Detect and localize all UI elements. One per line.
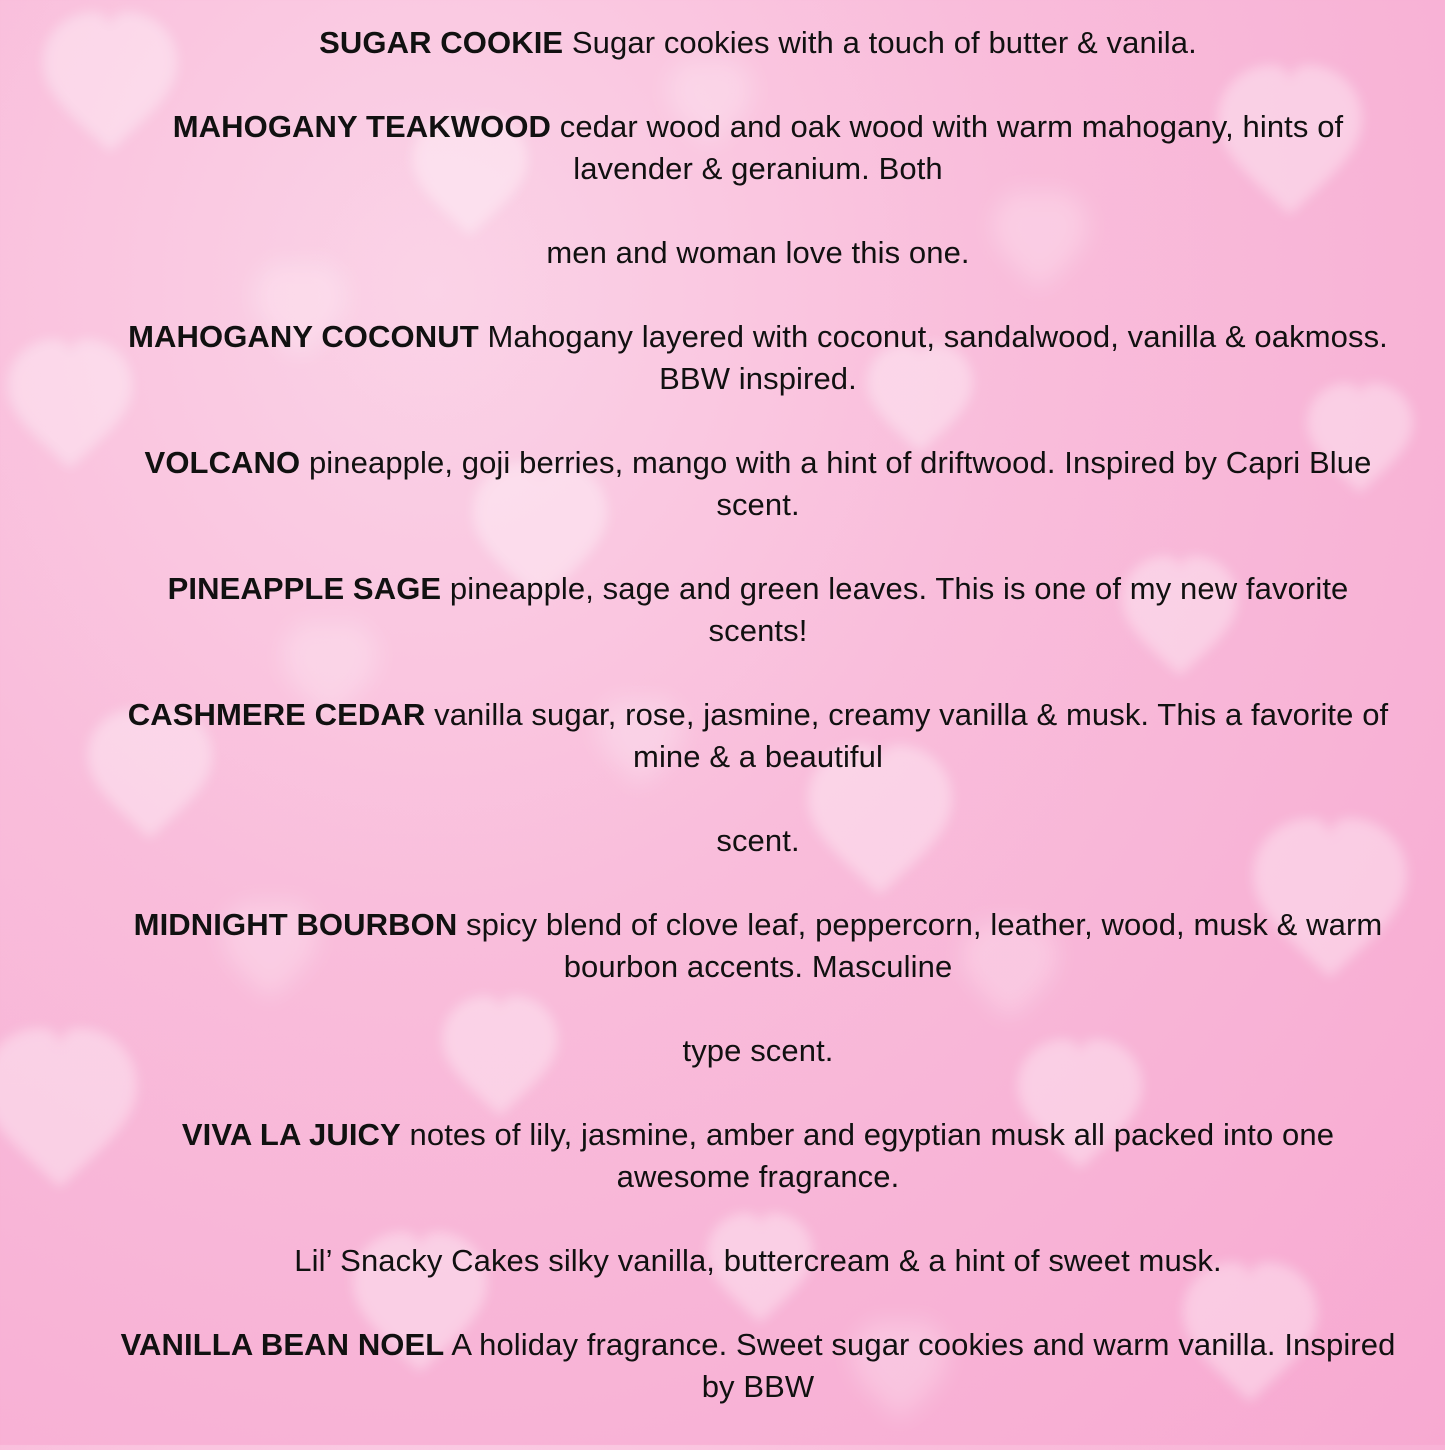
- scent-description: Mahogany layered with coconut, sandalwood, vanilla & oakmoss. BBW inspired.: [478, 319, 1388, 396]
- scent-description: men and woman love this one.: [546, 235, 970, 270]
- scent-name: MAHOGANY TEAKWOOD: [172, 109, 552, 144]
- scent-item-pineapple-sage: [118, 568, 1398, 652]
- scent-item-midnight-bourbon: [118, 904, 1398, 988]
- scent-description: pineapple, sage and green leaves. This is one of my new favorite scents!: [441, 571, 1349, 648]
- scent-name: SUGAR COOKIE: [319, 25, 564, 60]
- scent-description: Lil’ Snacky Cakes silky vanilla, buttercream & a hint of sweet musk.: [294, 1243, 1222, 1278]
- scent-description: scent.: [716, 823, 800, 858]
- scent-list: [118, 22, 1398, 1408]
- scent-description: notes of lily, jasmine, amber and egyptian musk all packed into one awesome fragrance.: [400, 1117, 1335, 1194]
- scent-item-mahogany-coconut: [118, 316, 1398, 400]
- scent-item-vanilla-bean-noel: [118, 1324, 1398, 1408]
- scent-name: PINEAPPLE SAGE: [167, 571, 442, 606]
- scent-description: A holiday fragrance. Sweet sugar cookies and warm vanilla. Inspired by BBW: [444, 1327, 1396, 1404]
- scent-item-volcano: [118, 442, 1398, 526]
- scent-name: MAHOGANY COCONUT: [128, 319, 479, 354]
- scent-item-cashmere-cedar: [118, 694, 1398, 778]
- scent-description: cedar wood and oak wood with warm mahogany, hints of lavender & geranium. Both: [551, 109, 1344, 186]
- scent-name: VIVA LA JUICY: [181, 1117, 401, 1152]
- scent-item-viva-la-juicy: [118, 1114, 1398, 1198]
- scent-description: type scent.: [682, 1033, 834, 1068]
- scent-item-continuation: [118, 820, 1398, 862]
- scent-item-continuation: [118, 232, 1398, 274]
- scent-name: VANILLA BEAN NOEL: [120, 1327, 445, 1362]
- scent-description: Sugar cookies with a touch of butter & vanila.: [563, 25, 1197, 60]
- scent-item-continuation: [118, 1030, 1398, 1072]
- scent-name: VOLCANO: [144, 445, 301, 480]
- scent-name: CASHMERE CEDAR: [127, 697, 426, 732]
- scent-name: MIDNIGHT BOURBON: [133, 907, 458, 942]
- scent-item-lil-snacky-cakes: [118, 1240, 1398, 1282]
- scent-item-mahogany-teakwood: [118, 106, 1398, 190]
- scent-description: vanilla sugar, rose, jasmine, creamy vanilla & musk. This a favorite of mine & a beautiful: [425, 697, 1389, 774]
- scent-description: pineapple, goji berries, mango with a hint of driftwood. Inspired by Capri Blue scent.: [300, 445, 1372, 522]
- scent-description: spicy blend of clove leaf, peppercorn, leather, wood, musk & warm bourbon accents. Masculine: [457, 907, 1383, 984]
- scent-item-sugar-cookie: [118, 22, 1398, 64]
